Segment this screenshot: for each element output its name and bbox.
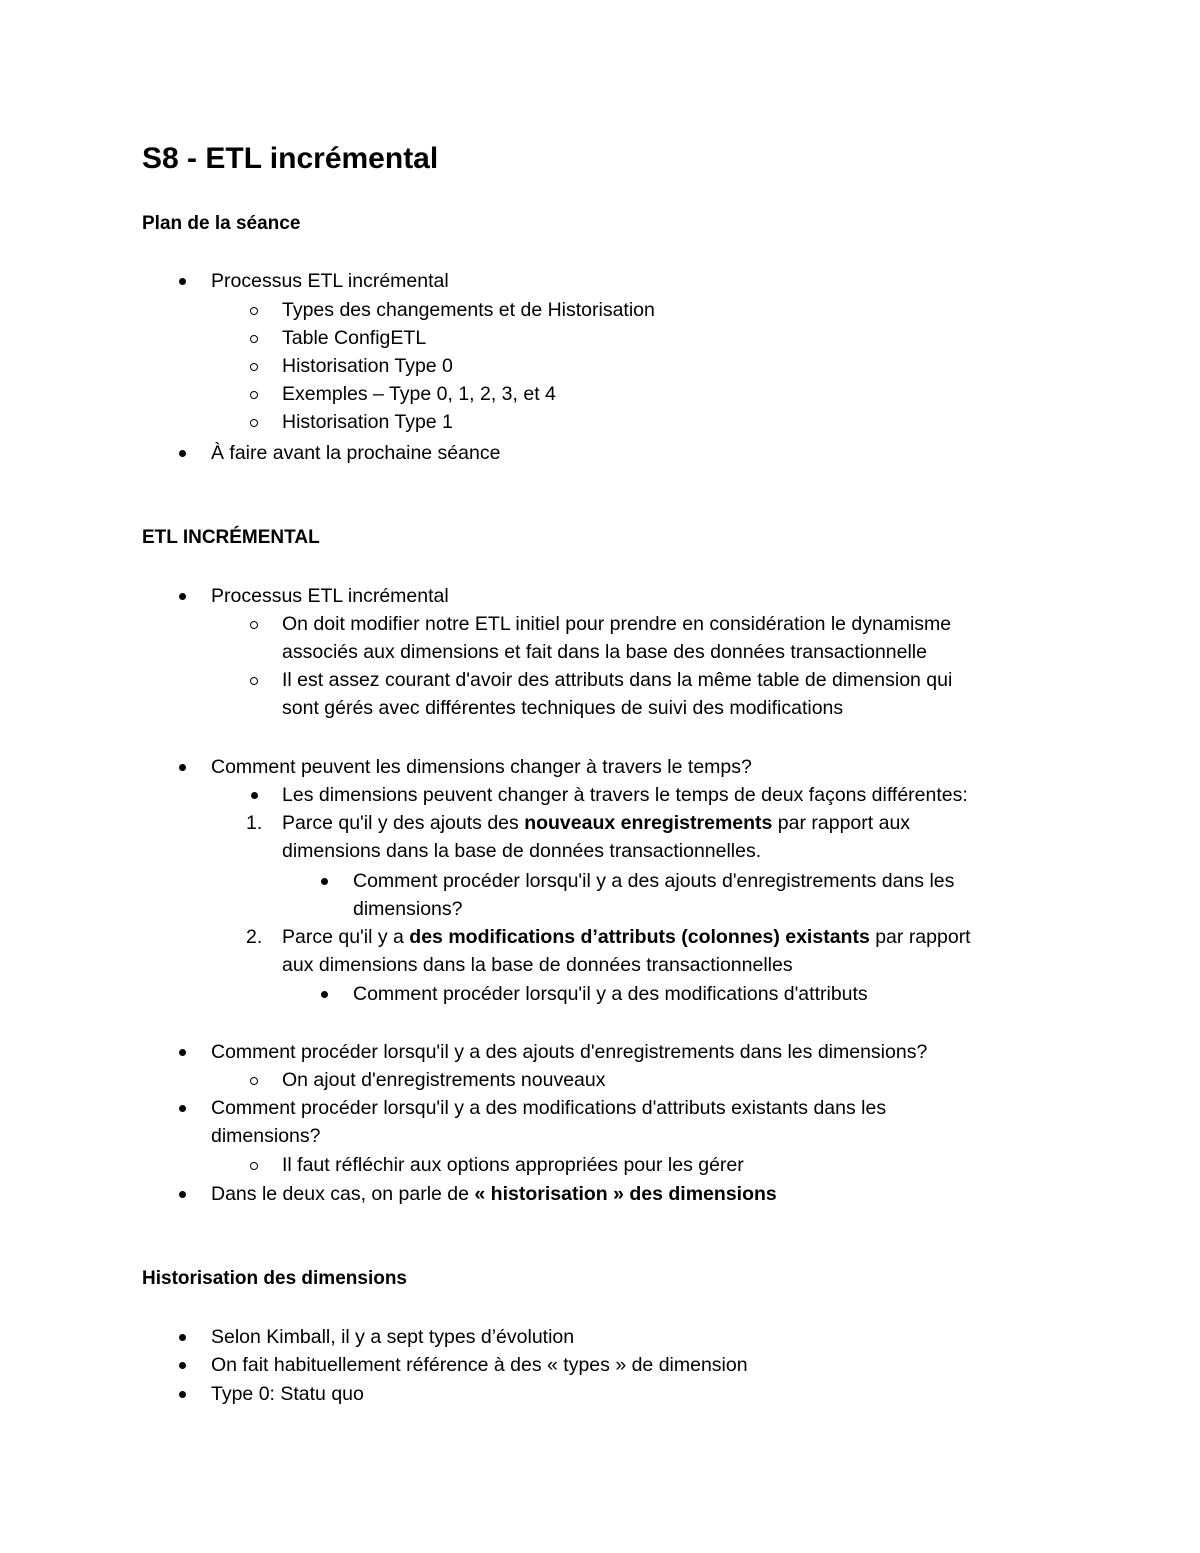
etl-subitem-cont: associés aux dimensions et fait dans la base des données transactionnelle: [282, 641, 927, 663]
etl-item-cont: dimensions?: [211, 1125, 321, 1147]
circle-bullet: [250, 391, 258, 399]
bullet-dot: [179, 1105, 186, 1112]
etl-item: Comment peuvent les dimensions changer à travers le temps?: [211, 756, 752, 778]
plan-subitem: Historisation Type 1: [282, 411, 453, 433]
hist-item: On fait habituellement référence à des « types » de dimension: [211, 1354, 748, 1376]
bullet-dot: [179, 1049, 186, 1056]
hist-item: Type 0: Statu quo: [211, 1383, 364, 1405]
etl-subitem: On doit modifier notre ETL initiel pour prendre en considération le dynamisme: [282, 613, 952, 635]
numbered-item: Parce qu'il y des ajouts des nouveaux enregistrements par rapport aux: [282, 812, 911, 834]
etl-item: Dans le deux cas, on parle de « historisation » des dimensions: [211, 1183, 777, 1205]
bullet-dot: [179, 1191, 186, 1198]
list-number: 1.: [246, 812, 263, 834]
bullet-dot: [179, 593, 186, 600]
plan-item: À faire avant la prochaine séance: [211, 442, 501, 464]
hist-heading: Historisation des dimensions: [142, 1268, 407, 1289]
plan-heading: Plan de la séance: [142, 213, 301, 234]
numbered-item-cont: aux dimensions dans la base de données transactionnelles: [282, 954, 793, 976]
etl-item: Processus ETL incrémental: [211, 585, 449, 607]
circle-bullet: [250, 677, 258, 685]
plan-item: Processus ETL incrémental: [211, 270, 449, 292]
bullet-dot: [321, 991, 328, 998]
circle-bullet: [250, 621, 258, 629]
bullet-dot: [179, 764, 186, 771]
nested-item-cont: dimensions?: [353, 898, 463, 920]
bullet-dot: [251, 792, 258, 799]
bullet-dot: [179, 278, 186, 285]
bullet-dot: [179, 1334, 186, 1341]
list-number: 2.: [246, 926, 263, 948]
circle-bullet: [250, 419, 258, 427]
bullet-dot: [179, 1391, 186, 1398]
nested-item: Comment procéder lorsqu'il y a des modifications d'attributs: [353, 983, 868, 1005]
numbered-item: Parce qu'il y a des modifications d’attributs (colonnes) existants par rapport: [282, 926, 971, 948]
plan-subitem: Exemples – Type 0, 1, 2, 3, et 4: [282, 383, 556, 405]
etl-item: Comment procéder lorsqu'il y a des modifications d'attributs existants dans les: [211, 1097, 887, 1119]
etl-item: Comment procéder lorsqu'il y a des ajouts d'enregistrements dans les dimensions?: [211, 1041, 928, 1063]
plan-subitem: Types des changements et de Historisation: [282, 299, 655, 321]
nested-item: Comment procéder lorsqu'il y a des ajouts d'enregistrements dans les: [353, 870, 955, 892]
etl-subitem: Il faut réfléchir aux options appropriées pour les gérer: [282, 1154, 744, 1176]
document-title: S8 - ETL incrémental: [142, 142, 439, 175]
plan-subitem: Table ConfigETL: [282, 327, 427, 349]
circle-bullet: [250, 335, 258, 343]
circle-bullet: [250, 363, 258, 371]
numbered-item-cont: dimensions dans la base de données transactionnelles.: [282, 840, 762, 862]
circle-bullet: [250, 1077, 258, 1085]
etl-heading: ETL INCRÉMENTAL: [142, 527, 320, 548]
etl-subitem: On ajout d'enregistrements nouveaux: [282, 1069, 606, 1091]
etl-subitem: Les dimensions peuvent changer à travers le temps de deux façons différentes:: [282, 784, 968, 806]
bullet-dot: [321, 878, 328, 885]
bullet-dot: [179, 450, 186, 457]
bullet-dot: [179, 1362, 186, 1369]
circle-bullet: [250, 1162, 258, 1170]
hist-item: Selon Kimball, il y a sept types d’évolution: [211, 1326, 575, 1348]
circle-bullet: [250, 307, 258, 315]
etl-subitem-cont: sont gérés avec différentes techniques de suivi des modifications: [282, 697, 844, 719]
plan-subitem: Historisation Type 0: [282, 355, 453, 377]
etl-subitem: Il est assez courant d'avoir des attributs dans la même table de dimension qui: [282, 669, 953, 691]
